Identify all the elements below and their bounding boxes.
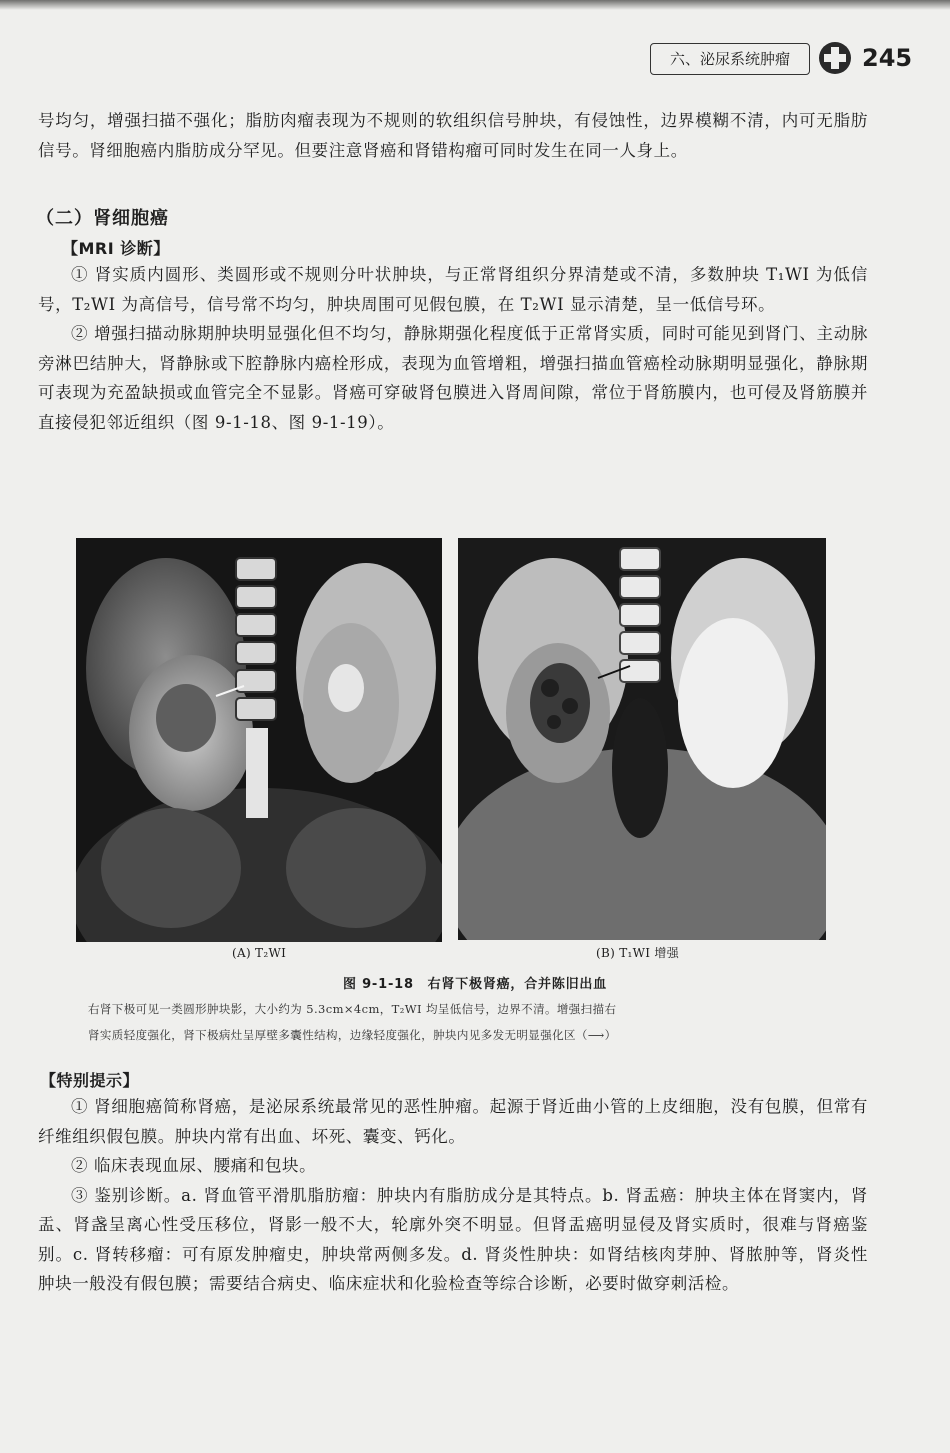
tips-items — [38, 1092, 868, 1299]
intro-paragraph: 号均匀，增强扫描不强化；脂肪肉瘤表现为不规则的软组织信号肿块，有侵蚀性，边界模糊不清，内可无脂肪信号。肾细胞癌内脂肪成分罕见。但要注意肾癌和肾错构瘤可同时发生在同一人身上。 — [38, 111, 868, 160]
mri-diagnosis-label: 【MRI 诊断】 — [62, 239, 170, 258]
running-header — [650, 40, 915, 76]
panel-a-label: (A) T₂WI — [232, 946, 287, 960]
tip-item-1: ① 肾细胞癌简称肾癌，是泌尿系统最常见的恶性肿瘤。起源于肾近曲小管的上皮细胞，没有包膜，但常有纤维组织假包膜。肿块内常有出血、坏死、囊变、钙化。 — [38, 1097, 868, 1146]
scan-edge-shadow — [0, 0, 950, 10]
mri-items — [38, 260, 868, 437]
panel-b-label: (B) T₁WI 增强 — [596, 946, 679, 960]
mri-item-2: ② 增强扫描动脉期肿块明显强化但不均匀，静脉期强化程度低于正常肾实质，同时可能见到肾门、主动脉旁淋巴结肿大，肾静脉或下腔静脉内癌栓形成，表现为血管增粗，增强扫描血管癌栓动脉期明显强化，静脉期可表现为充盈缺损或血管完全不显影。肾癌可穿破肾包膜进入肾周间隙，常位于肾筋膜内，也可侵及肾筋膜并直接侵犯邻近组织（图 9-1-18、图 9-1-19）。 — [38, 324, 868, 432]
tip-item-3: ③ 鉴别诊断。a. 肾血管平滑肌脂肪瘤：肿块内有脂肪成分是其特点。b. 肾盂癌：肿块主体在肾窦内，肾盂、肾盏呈离心性受压移位，肾影一般不大，轮廓外突不明显。但肾盂癌明显侵及肾实质时，很难与肾癌鉴别。c. 肾转移瘤：可有原发肿瘤史，肿块常两侧多发。d. 肾炎性肿块：如肾结核肉芽肿、肾脓肿等，肾炎性肿块一般没有假包膜；需要结合病史、临床症状和化验检查等综合诊断，必要时做穿刺活检。 — [38, 1185, 868, 1293]
chapter-label: 六、泌尿系统肿瘤 — [650, 43, 810, 75]
intro-paragraph-block — [38, 106, 868, 165]
figure-caption-line-2: 肾实质轻度强化，肾下极病灶呈厚壁多囊性结构，边缘轻度强化，肿块内见多发无明显强化区（⟶） — [88, 1028, 617, 1042]
figure-caption-line-1: 右肾下极可见一类圆形肿块影，大小约为 5.3cm×4cm，T₂WI 均呈低信号，边界不清。增强扫描右 — [88, 1002, 617, 1016]
figure-title: 图 9-1-18 右肾下极肾癌，合并陈旧出血 — [342, 977, 608, 992]
mri-image-t2wi — [76, 538, 442, 942]
page-number: 245 — [862, 44, 913, 72]
section-heading: （二）肾细胞癌 — [36, 208, 169, 229]
special-tips-label: 【特别提示】 — [40, 1071, 140, 1090]
medical-cross-icon — [818, 41, 852, 75]
mri-item-1: ① 肾实质内圆形、类圆形或不规则分叶状肿块，与正常肾组织分界清楚或不清，多数肿块 T₁WI 为低信号，T₂WI 为高信号，信号常不均匀，肿块周围可见假包膜，在 T₂WI 显示清楚，呈一低信号环。 — [38, 265, 868, 314]
tip-item-2: ② 临床表现血尿、腰痛和包块。 — [71, 1156, 317, 1175]
mri-image-t1wi-enhanced — [458, 538, 826, 940]
